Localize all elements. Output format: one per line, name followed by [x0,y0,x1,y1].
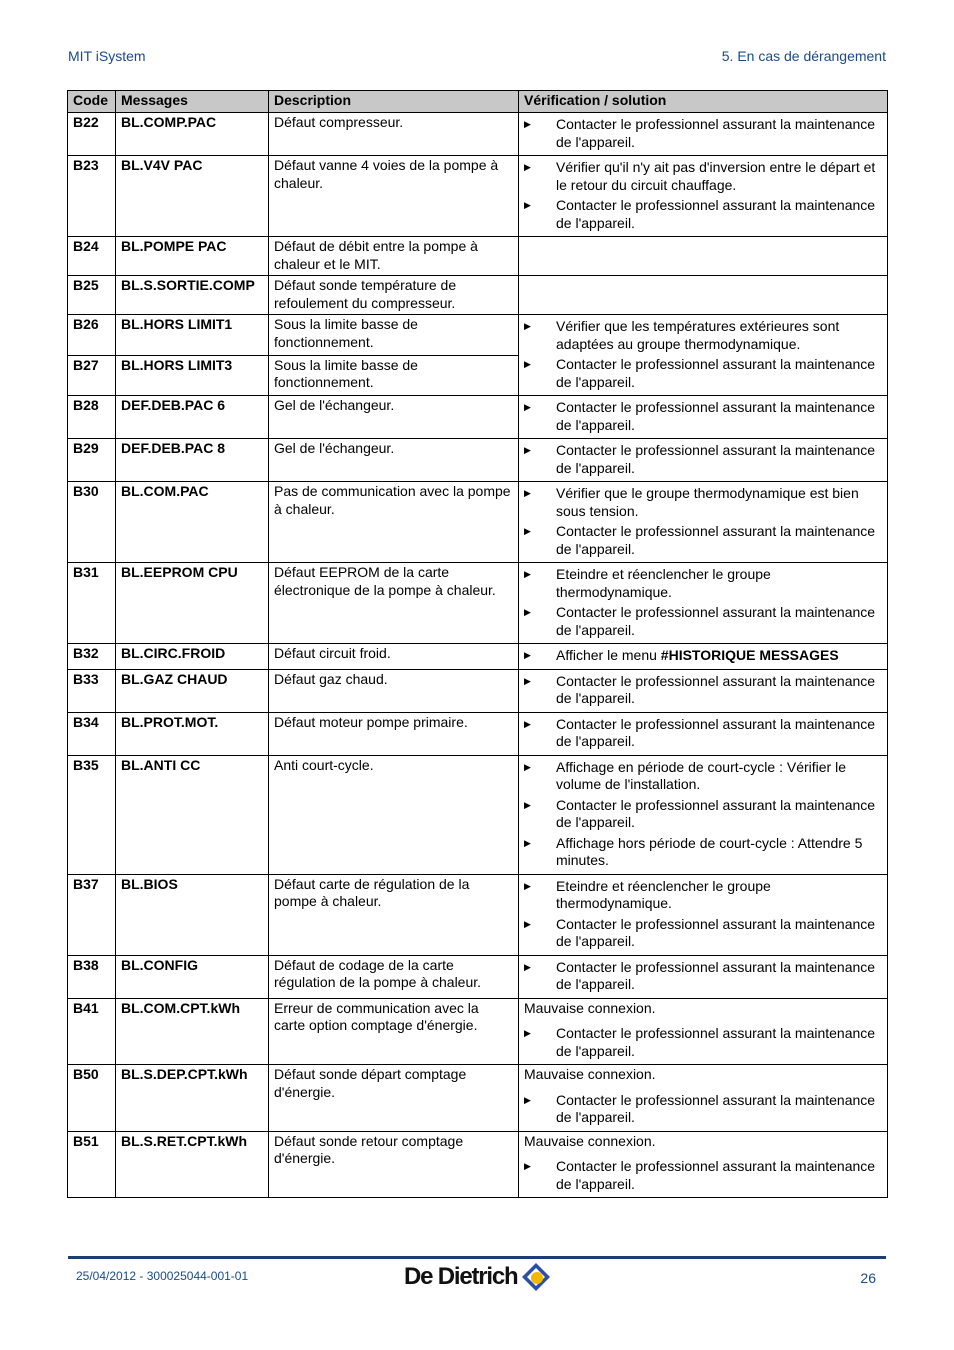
document-title: MIT iSystem [68,48,146,64]
solution-item [524,116,882,151]
solution-item [524,673,882,708]
solution-cell [519,396,888,439]
solution-cell [519,955,888,998]
solution-cell [519,1065,888,1132]
fault-code: B51 [68,1131,116,1198]
fault-code: B27 [68,355,116,396]
solution-item [524,485,882,520]
fault-description: Défaut sonde retour comptage d'énergie. [269,1131,519,1198]
fault-code: B23 [68,156,116,237]
fault-message: BL.CONFIG [116,955,269,998]
solution-item [524,442,882,477]
bullet-arrow-icon: ▶ [524,961,531,972]
fault-message: BL.PROT.MOT. [116,712,269,755]
fault-code: B22 [68,113,116,156]
solution-text: Eteindre et réenclencher le groupe thermodynamique. [556,877,771,911]
solution-item [524,1158,882,1193]
fault-code: B26 [68,315,116,356]
bullet-arrow-icon: ▶ [524,162,531,172]
fault-message: BL.S.RET.CPT.kWh [116,1131,269,1198]
table-row [68,1131,888,1198]
fault-message: BL.ANTI CC [116,755,269,874]
fault-description: Anti court-cycle. [269,755,519,874]
footer-divider [68,1256,886,1259]
solution-cell [519,563,888,644]
brand-name: De Dietrich [404,1263,518,1290]
solution-text: Contacter le professionnel assurant la maintenance de l'appareil. [556,1091,876,1125]
solution-text: Contacter le professionnel assurant la maintenance de l'appareil. [556,356,876,390]
bullet-arrow-icon: ▶ [524,799,531,810]
fault-description: Pas de communication avec la pompe à chaleur. [269,482,519,563]
bullet-arrow-icon: ▶ [524,119,531,129]
fault-message: BL.V4V PAC [116,156,269,237]
fault-code: B38 [68,955,116,998]
fault-message: BL.COMP.PAC [116,113,269,156]
solution-cell [519,712,888,755]
fault-description: Défaut carte de régulation de la pompe à chaleur. [269,874,519,955]
table-row [68,998,888,1065]
solution-item [524,959,882,994]
solution-item [524,566,882,601]
solution-cell [519,276,888,315]
solution-cell [519,874,888,955]
solution-text: Contacter le professionnel assurant la maintenance de l'appareil. [556,915,876,949]
solution-text: Affichage hors période de court-cycle : Attendre 5 minutes. [556,834,863,868]
table-row [68,669,888,712]
fault-message: BL.POMPE PAC [116,237,269,276]
solution-note: Mauvaise connexion. [524,999,656,1016]
fault-description: Gel de l'échangeur. [269,439,519,482]
table-row [68,563,888,644]
bullet-arrow-icon: ▶ [524,402,531,412]
bullet-arrow-icon: ▶ [524,1028,531,1038]
solution-cell [519,998,888,1065]
menu-name: #HISTORIQUE MESSAGES [660,647,839,663]
fault-code: B32 [68,644,116,670]
fault-message: BL.CIRC.FROID [116,644,269,670]
solution-note: Mauvaise connexion. [524,1132,656,1149]
footer-date-reference: 25/04/2012 - 300025044-001-01 [76,1269,249,1283]
solution-text: Contacter le professionnel assurant la maintenance de l'appareil. [556,715,876,749]
bullet-arrow-icon: ▶ [524,880,531,891]
solution-note: Mauvaise connexion. [524,1066,656,1082]
bullet-arrow-icon: ▶ [524,1094,531,1105]
table-row [68,315,888,356]
solution-text: Vérifier qu'il n'y ait pas d'inversion entre le départ et le retour du circuit chauffage. [556,159,876,193]
solution-text [556,647,882,665]
solution-item [524,759,882,794]
table-row [68,874,888,955]
fault-message: BL.GAZ CHAUD [116,669,269,712]
solution-item [524,716,882,751]
solution-text-prefix: Afficher le menu [556,647,661,663]
solution-text: Contacter le professionnel assurant la maintenance de l'appareil. [556,796,876,830]
column-header-description: Description [269,91,519,113]
fault-message: BL.COM.CPT.kWh [116,998,269,1065]
solution-cell [519,439,888,482]
table-row [68,276,888,315]
bullet-arrow-icon: ▶ [524,718,531,729]
column-header-solution: Vérification / solution [519,91,888,113]
fault-description: Défaut moteur pompe primaire. [269,712,519,755]
solution-text: Eteindre et réenclencher le groupe thermodynamique. [556,566,771,600]
fault-message: DEF.DEB.PAC 8 [116,439,269,482]
solution-text: Vérifier que les températures extérieures sont adaptées au groupe thermodynamique. [556,318,840,352]
bullet-arrow-icon: ▶ [524,488,531,498]
fault-message: DEF.DEB.PAC 6 [116,396,269,439]
table-row [68,237,888,276]
fault-code: B31 [68,563,116,644]
fault-description: Sous la limite basse de fonctionnement. [269,315,519,356]
table-row [68,396,888,439]
bullet-arrow-icon: ▶ [524,918,531,929]
bullet-arrow-icon: ▶ [524,607,531,617]
fault-description: Défaut circuit froid. [269,644,519,670]
solution-text: Contacter le professionnel assurant la maintenance de l'appareil. [556,399,876,433]
bullet-arrow-icon: ▶ [524,1161,531,1171]
solution-text: Contacter le professionnel assurant la maintenance de l'appareil. [556,1025,876,1059]
solution-cell [519,315,888,396]
solution-item [524,197,882,232]
fault-code: B37 [68,874,116,955]
solution-cell [519,113,888,156]
fault-description: Défaut EEPROM de la carte électronique de la pompe à chaleur. [269,563,519,644]
table-header-row [68,91,888,113]
solution-text: Contacter le professionnel assurant la maintenance de l'appareil. [556,442,876,476]
solution-item [524,647,882,665]
bullet-arrow-icon: ▶ [524,675,531,686]
bullet-arrow-icon: ▶ [524,837,531,848]
fault-message: BL.S.SORTIE.COMP [116,276,269,315]
fault-code: B50 [68,1065,116,1132]
solution-item [524,523,882,558]
fault-code: B29 [68,439,116,482]
fault-description: Défaut compresseur. [269,113,519,156]
section-title: 5. En cas de dérangement [721,48,886,64]
fault-code-table [67,90,888,1198]
fault-message: BL.HORS LIMIT1 [116,315,269,356]
solution-item [524,604,882,639]
table-row [68,1065,888,1132]
solution-cell [519,482,888,563]
solution-item [524,797,882,832]
fault-code: B34 [68,712,116,755]
table-row [68,156,888,237]
fault-message: BL.HORS LIMIT3 [116,355,269,396]
fault-message: BL.BIOS [116,874,269,955]
bullet-arrow-icon: ▶ [524,761,531,772]
fault-description: Défaut de débit entre la pompe à chaleur et le MIT. [269,237,519,276]
solution-item [524,318,882,353]
table-row [68,482,888,563]
solution-cell [519,1131,888,1198]
table-row [68,439,888,482]
fault-message: BL.EEPROM CPU [116,563,269,644]
fault-code: B30 [68,482,116,563]
solution-text: Contacter le professionnel assurant la maintenance de l'appareil. [556,197,876,231]
solution-item [524,399,882,434]
solution-item [524,1025,882,1060]
solution-cell [519,644,888,670]
solution-item [524,1092,882,1127]
fault-description: Erreur de communication avec la carte option comptage d'énergie. [269,998,519,1065]
solution-item [524,878,882,913]
column-header-messages: Messages [116,91,269,113]
table-row [68,113,888,156]
fault-code: B33 [68,669,116,712]
bullet-arrow-icon: ▶ [524,650,531,660]
bullet-arrow-icon: ▶ [524,321,531,331]
solution-cell [519,755,888,874]
solution-text: Contacter le professionnel assurant la maintenance de l'appareil. [556,958,876,992]
fault-description: Défaut sonde température de refoulement du compresseur. [269,276,519,315]
solution-item [524,835,882,870]
de-dietrich-diamond-logo-icon [521,1262,551,1292]
table-row [68,712,888,755]
solution-text: Contacter le professionnel assurant la maintenance de l'appareil. [556,604,876,638]
fault-description: Défaut vanne 4 voies de la pompe à chaleur. [269,156,519,237]
fault-message: BL.COM.PAC [116,482,269,563]
column-header-code: Code [68,91,116,113]
fault-code: B28 [68,396,116,439]
solution-item [524,159,882,194]
brand-logo [404,1262,551,1292]
solution-item [524,356,882,391]
fault-description: Défaut sonde départ comptage d'énergie. [269,1065,519,1132]
fault-code: B24 [68,237,116,276]
page-number: 26 [860,1270,876,1286]
bullet-arrow-icon: ▶ [524,526,531,536]
solution-cell [519,669,888,712]
solution-text: Contacter le professionnel assurant la maintenance de l'appareil. [556,1158,876,1192]
table-body [68,113,888,1198]
fault-code: B25 [68,276,116,315]
bullet-arrow-icon: ▶ [524,359,531,369]
fault-description: Gel de l'échangeur. [269,396,519,439]
fault-description: Défaut de codage de la carte régulation de la pompe à chaleur. [269,955,519,998]
solution-text: Contacter le professionnel assurant la maintenance de l'appareil. [556,523,876,557]
table-row [68,644,888,670]
bullet-arrow-icon: ▶ [524,445,531,455]
bullet-arrow-icon: ▶ [524,569,531,579]
fault-description: Sous la limite basse de fonctionnement. [269,355,519,396]
fault-code: B41 [68,998,116,1065]
bullet-arrow-icon: ▶ [524,200,531,210]
solution-cell [519,237,888,276]
solution-text: Vérifier que le groupe thermodynamique est bien sous tension. [556,485,859,519]
solution-text: Contacter le professionnel assurant la maintenance de l'appareil. [556,116,876,150]
table-row [68,755,888,874]
fault-code: B35 [68,755,116,874]
fault-description: Défaut gaz chaud. [269,669,519,712]
table-row [68,955,888,998]
solution-text: Affichage en période de court-cycle : Vérifier le volume de l'installation. [556,758,847,792]
solution-text: Contacter le professionnel assurant la maintenance de l'appareil. [556,672,876,706]
fault-message: BL.S.DEP.CPT.kWh [116,1065,269,1132]
solution-cell [519,156,888,237]
solution-item [524,916,882,951]
